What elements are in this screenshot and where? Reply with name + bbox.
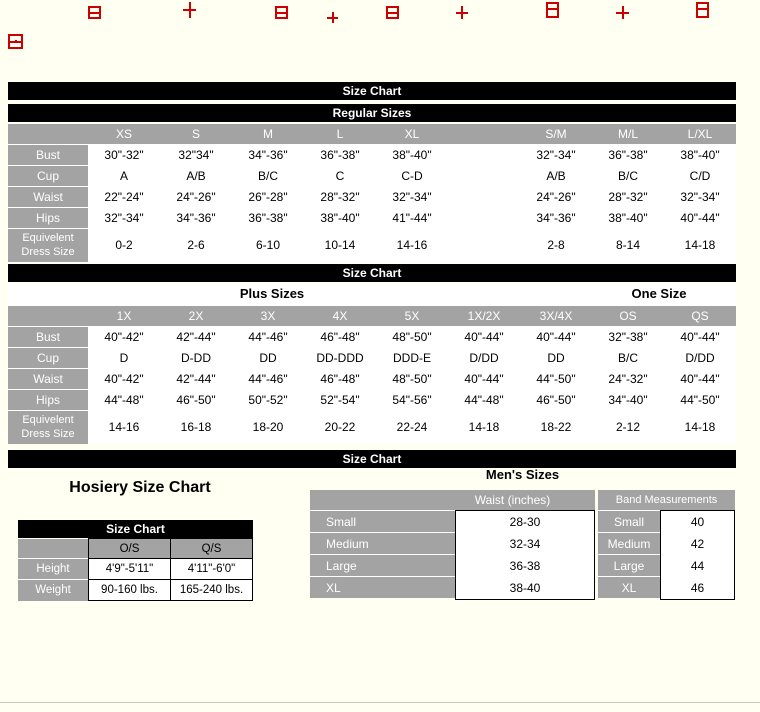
row-label: Small	[310, 510, 455, 532]
column-header: 3X/4X	[520, 306, 592, 326]
size-chart-bar: Size Chart	[8, 450, 736, 468]
data-cell: C-D	[376, 165, 448, 186]
data-cell: 8-14	[592, 228, 664, 262]
regular-sizes-bar: Regular Sizes	[8, 104, 736, 122]
mens-sizes-title: Men's Sizes	[485, 467, 560, 482]
data-cell: DD	[232, 347, 304, 368]
data-cell: 0-2	[88, 228, 160, 262]
data-cell: 40"-44"	[664, 326, 736, 347]
row-label: Small	[598, 510, 660, 532]
data-cell: 32"-34"	[376, 186, 448, 207]
plus-subtitle-strip	[8, 284, 736, 306]
data-cell: 42"-44"	[160, 368, 232, 389]
column-header: 1X	[88, 306, 160, 326]
column-header: M/L	[592, 124, 664, 144]
data-cell: 48"-50"	[376, 326, 448, 347]
data-cell: 52"-54"	[304, 389, 376, 410]
data-cell: 22"-24"	[88, 186, 160, 207]
data-cell: B/C	[592, 347, 664, 368]
data-cell: D/DD	[448, 347, 520, 368]
data-cell	[448, 207, 520, 228]
data-cell: 46	[690, 581, 705, 595]
data-cell: 44"-50"	[520, 368, 592, 389]
column-header: S	[160, 124, 232, 144]
column-header: XS	[88, 124, 160, 144]
corner-cell	[18, 539, 89, 559]
column-header: QS	[664, 306, 736, 326]
band-measurements-header: Band Measurements	[598, 490, 735, 510]
data-cell: 44"-48"	[88, 389, 160, 410]
data-cell: 46"-48"	[304, 326, 376, 347]
column-header: 2X	[160, 306, 232, 326]
table-row	[8, 389, 736, 410]
row-label: Cup	[8, 347, 88, 368]
data-cell: 40"-42"	[88, 368, 160, 389]
data-cell: 2-6	[160, 228, 232, 262]
data-cell	[448, 228, 520, 262]
table-row	[8, 347, 736, 368]
column-header: L/XL	[664, 124, 736, 144]
data-cell	[448, 186, 520, 207]
column-header: S/M	[520, 124, 592, 144]
data-cell: 34"-36"	[520, 207, 592, 228]
data-cell: 40"-44"	[520, 326, 592, 347]
data-cell: 32"-34"	[664, 186, 736, 207]
hosiery-header-bar: Size Chart	[18, 520, 253, 538]
data-cell: 28"-32"	[304, 186, 376, 207]
data-cell: 34"-36"	[232, 144, 304, 165]
red-mark-icon	[183, 2, 196, 18]
red-mark-icon	[386, 6, 399, 19]
column-header: OS	[592, 306, 664, 326]
table-row	[8, 326, 736, 347]
data-cell: 54"-56"	[376, 389, 448, 410]
data-cell: 38"-40"	[304, 207, 376, 228]
data-cell: 44"-46"	[232, 368, 304, 389]
table-row	[8, 410, 736, 444]
column-header: O/S	[89, 539, 171, 559]
waist-inches-header: Waist (inches)	[310, 490, 595, 510]
size-chart-bar: Size Chart	[8, 82, 736, 100]
column-header: 4X	[304, 306, 376, 326]
data-cell: 46"-48"	[304, 368, 376, 389]
data-cell: 24"-26"	[520, 186, 592, 207]
column-header: XL	[376, 124, 448, 144]
data-cell: 40"-44"	[448, 368, 520, 389]
data-cell: 10-14	[304, 228, 376, 262]
data-cell: 41"-44"	[376, 207, 448, 228]
data-cell: 2-12	[592, 410, 664, 444]
red-mark-icon	[327, 12, 338, 23]
data-cell: 32"-38"	[592, 326, 664, 347]
data-cell: DD	[520, 347, 592, 368]
data-cell: D-DD	[160, 347, 232, 368]
table-row	[8, 144, 736, 165]
data-cell: 4'11"-6'0"	[171, 559, 253, 580]
row-label: Hips	[8, 207, 88, 228]
data-cell: 44"-50"	[664, 389, 736, 410]
data-cell: 24"-32"	[592, 368, 664, 389]
mens-waist-table	[310, 490, 595, 600]
size-header-row	[8, 306, 736, 326]
data-cell: 14-18	[664, 228, 736, 262]
data-cell: 32"-34"	[520, 144, 592, 165]
data-cell: 46"-50"	[520, 389, 592, 410]
row-label: Waist	[8, 368, 88, 389]
data-cell: 36"-38"	[592, 144, 664, 165]
data-cell: 4'9"-5'11"	[89, 559, 171, 580]
data-cell: 46"-50"	[160, 389, 232, 410]
data-cell: 14-16	[88, 410, 160, 444]
data-cell: DDD-E	[376, 347, 448, 368]
data-cell: 32-34	[509, 537, 541, 551]
hosiery-table	[18, 538, 253, 601]
table-row	[8, 368, 736, 389]
data-cell: 24"-26"	[160, 186, 232, 207]
row-label: Waist	[8, 186, 88, 207]
one-size-title: One Size	[631, 286, 687, 301]
corner-cell	[8, 124, 88, 144]
row-label: Equivelent Dress Size	[8, 228, 88, 262]
column-header: 3X	[232, 306, 304, 326]
data-cell: 38"-40"	[664, 144, 736, 165]
data-cell: 40"-44"	[664, 207, 736, 228]
column-header: 1X/2X	[448, 306, 520, 326]
data-cell: 44	[690, 559, 705, 573]
data-cell: 22-24	[376, 410, 448, 444]
data-cell: 20-22	[304, 410, 376, 444]
row-label: Bust	[8, 144, 88, 165]
red-mark-icon	[8, 34, 23, 49]
data-cell: 90-160 lbs.	[89, 580, 171, 601]
data-cell: 28-30	[509, 515, 541, 529]
row-label: Equivelent Dress Size	[8, 410, 88, 444]
data-cell: 165-240 lbs.	[171, 580, 253, 601]
row-label: Height	[18, 559, 89, 580]
data-cell: 18-20	[232, 410, 304, 444]
data-cell	[448, 165, 520, 186]
data-cell: 44"-46"	[232, 326, 304, 347]
data-cell: 38-40	[509, 581, 541, 595]
data-cell: 30"-32"	[88, 144, 160, 165]
row-label: Large	[598, 554, 660, 576]
red-mark-icon	[696, 2, 709, 18]
data-cell: 40"-44"	[664, 368, 736, 389]
row-label: XL	[310, 576, 455, 598]
plus-sizes-title: Plus Sizes	[239, 286, 305, 301]
column-header: Q/S	[171, 539, 253, 559]
data-cell: 38"-40"	[376, 144, 448, 165]
size-chart-bar: Size Chart	[8, 264, 736, 282]
red-mark-icon	[275, 6, 288, 19]
regular-sizes-table	[8, 124, 736, 262]
data-cell: A	[88, 165, 160, 186]
hosiery-title: Hosiery Size Chart	[69, 479, 211, 496]
red-mark-icon	[456, 6, 468, 19]
data-cell: 38"-40"	[592, 207, 664, 228]
row-label: Large	[310, 554, 455, 576]
data-cell: D	[88, 347, 160, 368]
table-row	[18, 559, 253, 580]
data-cell	[448, 144, 520, 165]
table-row	[8, 228, 736, 262]
data-cell: 40"-42"	[88, 326, 160, 347]
table-row	[8, 186, 736, 207]
corner-cell	[8, 306, 88, 326]
column-header: L	[304, 124, 376, 144]
data-cell: 40"-44"	[448, 326, 520, 347]
data-cell: 44"-48"	[448, 389, 520, 410]
data-cell: 32"34"	[160, 144, 232, 165]
data-cell: 40	[690, 515, 705, 529]
plus-sizes-table	[8, 306, 736, 444]
data-cell: 14-18	[448, 410, 520, 444]
red-mark-icon	[546, 2, 559, 18]
data-cell: 32"-34"	[88, 207, 160, 228]
column-header: 5X	[376, 306, 448, 326]
data-cell: A/B	[160, 165, 232, 186]
data-cell: 42"-44"	[160, 326, 232, 347]
row-label: Cup	[8, 165, 88, 186]
data-cell: 26"-28"	[232, 186, 304, 207]
column-header	[448, 124, 520, 144]
data-cell: 2-8	[520, 228, 592, 262]
row-label: Medium	[310, 532, 455, 554]
table-row	[18, 580, 253, 601]
row-label: Weight	[18, 580, 89, 601]
red-mark-icon	[616, 6, 629, 19]
data-cell: 42	[690, 537, 705, 551]
data-cell: 48"-50"	[376, 368, 448, 389]
data-cell: 50"-52"	[232, 389, 304, 410]
data-cell: B/C	[592, 165, 664, 186]
data-cell: 28"-32"	[592, 186, 664, 207]
row-label: XL	[598, 576, 660, 598]
data-cell: 34"-36"	[160, 207, 232, 228]
data-cell: 36"-38"	[304, 144, 376, 165]
data-cell: DD-DDD	[304, 347, 376, 368]
data-cell: D/DD	[664, 347, 736, 368]
data-cell: A/B	[520, 165, 592, 186]
row-label: Medium	[598, 532, 660, 554]
table-row	[8, 165, 736, 186]
data-cell: 36"-38"	[232, 207, 304, 228]
hosiery-header-row	[18, 539, 253, 559]
data-cell: 14-18	[664, 410, 736, 444]
row-label: Hips	[8, 389, 88, 410]
data-cell: 6-10	[232, 228, 304, 262]
table-row	[8, 207, 736, 228]
data-cell: C	[304, 165, 376, 186]
data-cell: 36-38	[509, 559, 541, 573]
row-label: Bust	[8, 326, 88, 347]
data-cell: 18-22	[520, 410, 592, 444]
mens-band-table	[598, 490, 735, 600]
bottom-divider	[0, 702, 760, 703]
data-cell: C/D	[664, 165, 736, 186]
data-cell: 34"-40"	[592, 389, 664, 410]
data-cell: 16-18	[160, 410, 232, 444]
size-header-row	[8, 124, 736, 144]
data-cell: 14-16	[376, 228, 448, 262]
data-cell: B/C	[232, 165, 304, 186]
column-header: M	[232, 124, 304, 144]
red-mark-icon	[88, 6, 101, 19]
